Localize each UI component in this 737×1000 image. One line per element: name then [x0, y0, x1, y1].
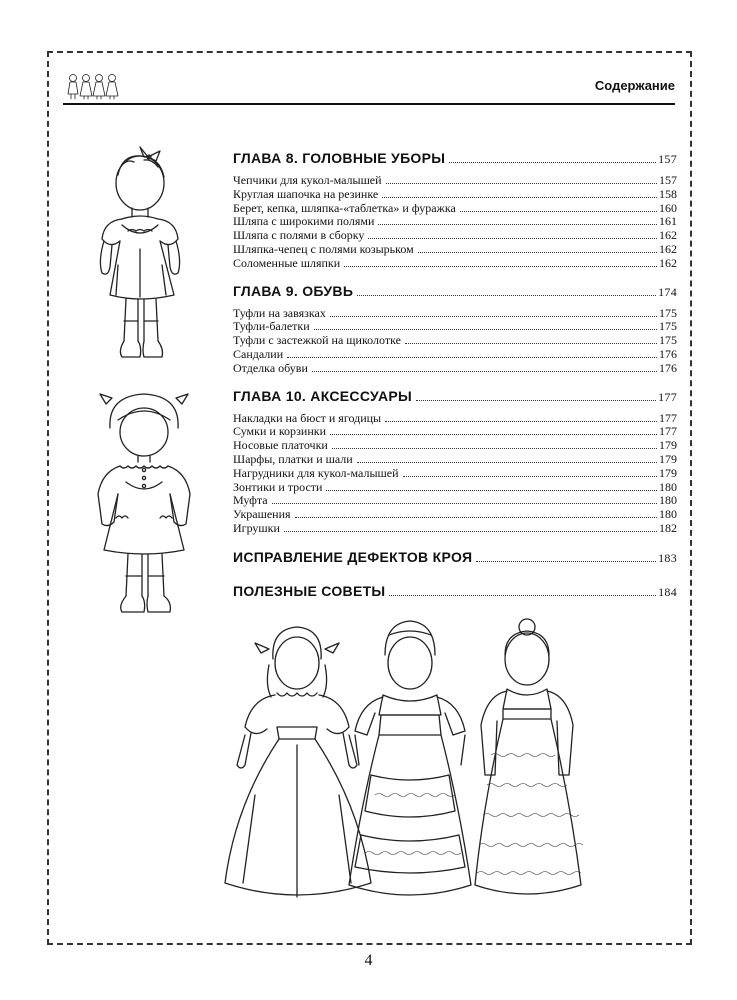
item-page: 162	[659, 255, 677, 270]
header-title: Содержание	[594, 78, 675, 93]
item-page: 179	[659, 451, 677, 466]
item-label: Зонтики и трости	[233, 479, 323, 494]
item-page: 158	[659, 186, 677, 201]
item-label: Игрушки	[233, 520, 280, 535]
leader-dots	[314, 329, 657, 330]
leader-dots	[326, 490, 657, 491]
leader-dots	[476, 561, 656, 562]
item-label: Нагрудники для кукол-малышей	[233, 465, 399, 480]
item-page: 180	[659, 507, 677, 522]
item-label: Отделка обуви	[233, 360, 308, 375]
chapter-title: ПОЛЕЗНЫЕ СОВЕТЫ	[233, 582, 386, 599]
item-label: Накладки на бюст и ягодицы	[233, 410, 382, 425]
toc-item[interactable]	[233, 228, 677, 242]
item-page: 176	[659, 360, 677, 375]
item-label: Шарфы, платки и шали	[233, 451, 353, 466]
leader-dots	[344, 266, 657, 267]
item-page: 160	[659, 200, 677, 215]
item-label: Сандалии	[233, 346, 284, 361]
toc-chapter-10[interactable]	[233, 388, 677, 405]
leader-dots	[357, 462, 657, 463]
toc-item[interactable]	[233, 424, 677, 438]
leader-dots	[330, 316, 657, 317]
leader-dots	[416, 400, 656, 401]
chapter-page: 174	[658, 284, 677, 299]
leader-dots	[385, 421, 657, 422]
item-page: 179	[659, 465, 677, 480]
item-page: 179	[659, 438, 677, 453]
toc-item[interactable]	[233, 187, 677, 201]
leader-dots	[378, 224, 657, 225]
item-page: 175	[659, 333, 677, 348]
item-page: 177	[659, 410, 677, 425]
leader-dots	[386, 183, 657, 184]
leader-dots	[405, 343, 657, 344]
item-label: Украшения	[233, 507, 291, 522]
item-label: Туфли-балетки	[233, 319, 310, 334]
chapter-title: ГЛАВА 8. ГОЛОВНЫЕ УБОРЫ	[233, 150, 446, 166]
chapter-title: ГЛАВА 10. АКСЕССУАРЫ	[233, 387, 413, 404]
item-page: 176	[659, 346, 677, 361]
item-label: Шляпа с широкими полями	[233, 214, 375, 229]
dolls-logo-icon	[66, 72, 120, 100]
leader-dots	[403, 476, 657, 477]
item-label: Круглая шапочка на резинке	[233, 186, 379, 201]
toc-item[interactable]	[233, 201, 677, 215]
toc-item[interactable]	[233, 452, 677, 466]
toc-item[interactable]	[233, 333, 677, 347]
leader-dots	[295, 517, 657, 518]
chapter-page: 184	[658, 584, 677, 599]
item-label: Чепчики для кукол-малышей	[233, 173, 382, 187]
toc-section-useful-tips[interactable]	[233, 583, 677, 600]
toc-item[interactable]	[233, 438, 677, 452]
item-label: Берет, кепка, шляпка-«таблетка» и фуражка	[233, 200, 456, 215]
chapter-page: 157	[658, 152, 677, 166]
dolls-long-dresses-illustration	[215, 615, 605, 915]
item-label: Туфли с застежкой на щиколотке	[233, 333, 401, 348]
item-page: 182	[659, 520, 677, 535]
item-label: Шляпка-чепец с полями козырьком	[233, 241, 414, 256]
doll-baby-bow-illustration	[82, 145, 202, 375]
item-label: Соломенные шляпки	[233, 255, 341, 270]
leader-dots	[449, 162, 656, 163]
leader-dots	[332, 448, 657, 449]
header-rule	[63, 103, 675, 105]
item-page: 180	[659, 479, 677, 494]
toc-item[interactable]	[233, 173, 677, 187]
toc-item[interactable]	[233, 507, 677, 521]
toc-item[interactable]	[233, 214, 677, 228]
leader-dots	[272, 503, 657, 504]
item-page: 180	[659, 493, 677, 508]
item-label: Муфта	[233, 493, 268, 508]
chapter-page: 183	[658, 550, 677, 565]
item-page: 157	[659, 173, 677, 187]
table-of-contents	[233, 150, 677, 600]
item-page: 175	[659, 305, 677, 320]
toc-item[interactable]	[233, 242, 677, 256]
leader-dots	[368, 238, 657, 239]
toc-chapter-9[interactable]	[233, 283, 677, 300]
leader-dots	[330, 434, 657, 435]
item-page: 177	[659, 424, 677, 439]
doll-toddler-bonnet-illustration	[86, 390, 206, 630]
leader-dots	[389, 595, 656, 596]
leader-dots	[357, 295, 656, 296]
item-label: Сумки и корзинки	[233, 424, 327, 439]
toc-chapter-8[interactable]	[233, 150, 677, 167]
item-page: 162	[659, 228, 677, 243]
toc-item[interactable]	[233, 411, 677, 425]
toc-item[interactable]	[233, 480, 677, 494]
item-label: Туфли на завязках	[233, 305, 326, 320]
chapter-page: 177	[658, 389, 677, 404]
chapter-title: ИСПРАВЛЕНИЕ ДЕФЕКТОВ КРОЯ	[233, 548, 473, 565]
leader-dots	[382, 197, 657, 198]
leader-dots	[460, 211, 657, 212]
leader-dots	[418, 252, 657, 253]
toc-item[interactable]	[233, 256, 677, 270]
page-number: 4	[364, 952, 373, 969]
item-page: 161	[659, 214, 677, 229]
item-label: Носовые платочки	[233, 438, 328, 453]
leader-dots	[312, 371, 657, 372]
toc-item[interactable]	[233, 319, 677, 333]
toc-item[interactable]	[233, 466, 677, 480]
item-page: 162	[659, 241, 677, 256]
toc-item[interactable]	[233, 493, 677, 507]
toc-item[interactable]	[233, 521, 677, 535]
item-label: Шляпа с полями в сборку	[233, 228, 365, 243]
leader-dots	[284, 531, 657, 532]
toc-section-pattern-fixes[interactable]	[233, 549, 677, 566]
leader-dots	[287, 357, 657, 358]
item-page: 175	[659, 319, 677, 334]
toc-item[interactable]	[233, 306, 677, 320]
chapter-title: ГЛАВА 9. ОБУВЬ	[233, 282, 354, 299]
toc-item[interactable]	[233, 347, 677, 361]
toc-item[interactable]	[233, 361, 677, 375]
